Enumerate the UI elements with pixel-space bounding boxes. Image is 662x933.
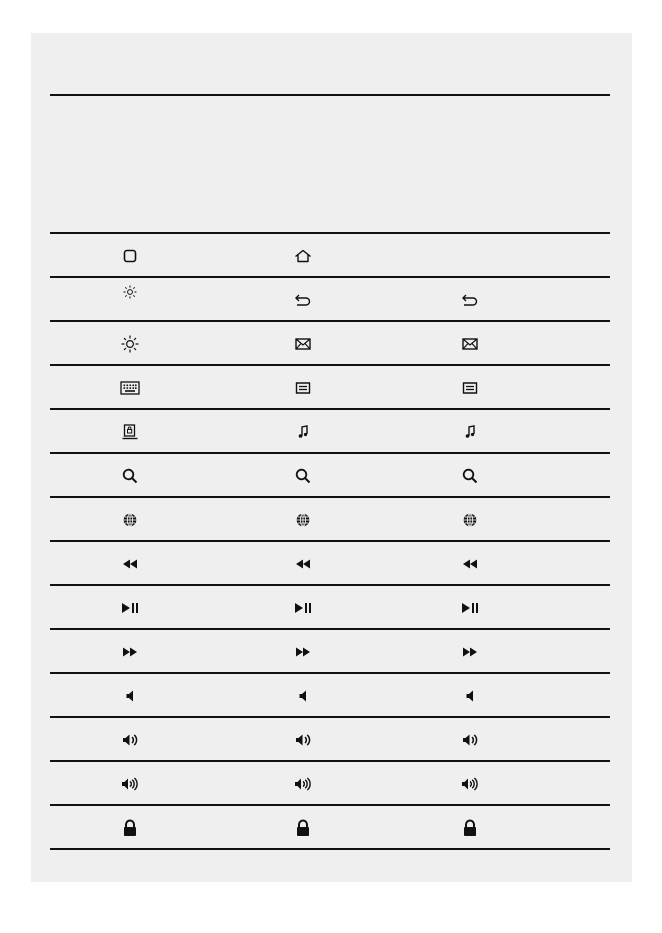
volume-mute-icon (293, 686, 313, 706)
menu-icon (460, 378, 480, 398)
table-row (50, 452, 610, 496)
play-pause-icon (293, 598, 313, 618)
brightness-low-icon (120, 282, 140, 302)
play-pause-icon (460, 598, 480, 618)
volume-down-icon (293, 730, 313, 750)
fast-forward-icon (293, 642, 313, 662)
table-row (50, 804, 610, 850)
lock-icon (293, 818, 313, 838)
table-row (50, 232, 610, 276)
table-row (50, 760, 610, 804)
rewind-icon (293, 554, 313, 574)
square-icon (120, 246, 140, 266)
mail-icon (293, 334, 313, 354)
rewind-icon (460, 554, 480, 574)
fast-forward-icon (120, 642, 140, 662)
table-row (50, 672, 610, 716)
volume-mute-icon (460, 686, 480, 706)
back-icon (460, 290, 480, 310)
table-header (50, 96, 610, 232)
keyboard-icon (120, 378, 140, 398)
table-row (50, 276, 610, 320)
play-pause-icon (120, 598, 140, 618)
home-icon (293, 246, 313, 266)
table-row (50, 320, 610, 364)
screen-lock-icon (120, 422, 140, 442)
back-icon (293, 290, 313, 310)
table-row (50, 540, 610, 584)
table-row (50, 628, 610, 672)
table-row (50, 716, 610, 760)
volume-mute-icon (120, 686, 140, 706)
brightness-high-icon (120, 334, 140, 354)
lock-icon (460, 818, 480, 838)
rewind-icon (120, 554, 140, 574)
table-row (50, 496, 610, 540)
globe-icon (120, 510, 140, 530)
globe-icon (460, 510, 480, 530)
volume-down-icon (460, 730, 480, 750)
volume-up-icon (120, 774, 140, 794)
menu-icon (293, 378, 313, 398)
music-icon (460, 422, 480, 442)
search-icon (120, 466, 140, 486)
globe-icon (293, 510, 313, 530)
table-row (50, 408, 610, 452)
volume-down-icon (120, 730, 140, 750)
table-row (50, 584, 610, 628)
search-icon (293, 466, 313, 486)
mail-icon (460, 334, 480, 354)
music-icon (293, 422, 313, 442)
fast-forward-icon (460, 642, 480, 662)
volume-up-icon (293, 774, 313, 794)
lock-icon (120, 818, 140, 838)
volume-up-icon (460, 774, 480, 794)
search-icon (460, 466, 480, 486)
table-row (50, 364, 610, 408)
